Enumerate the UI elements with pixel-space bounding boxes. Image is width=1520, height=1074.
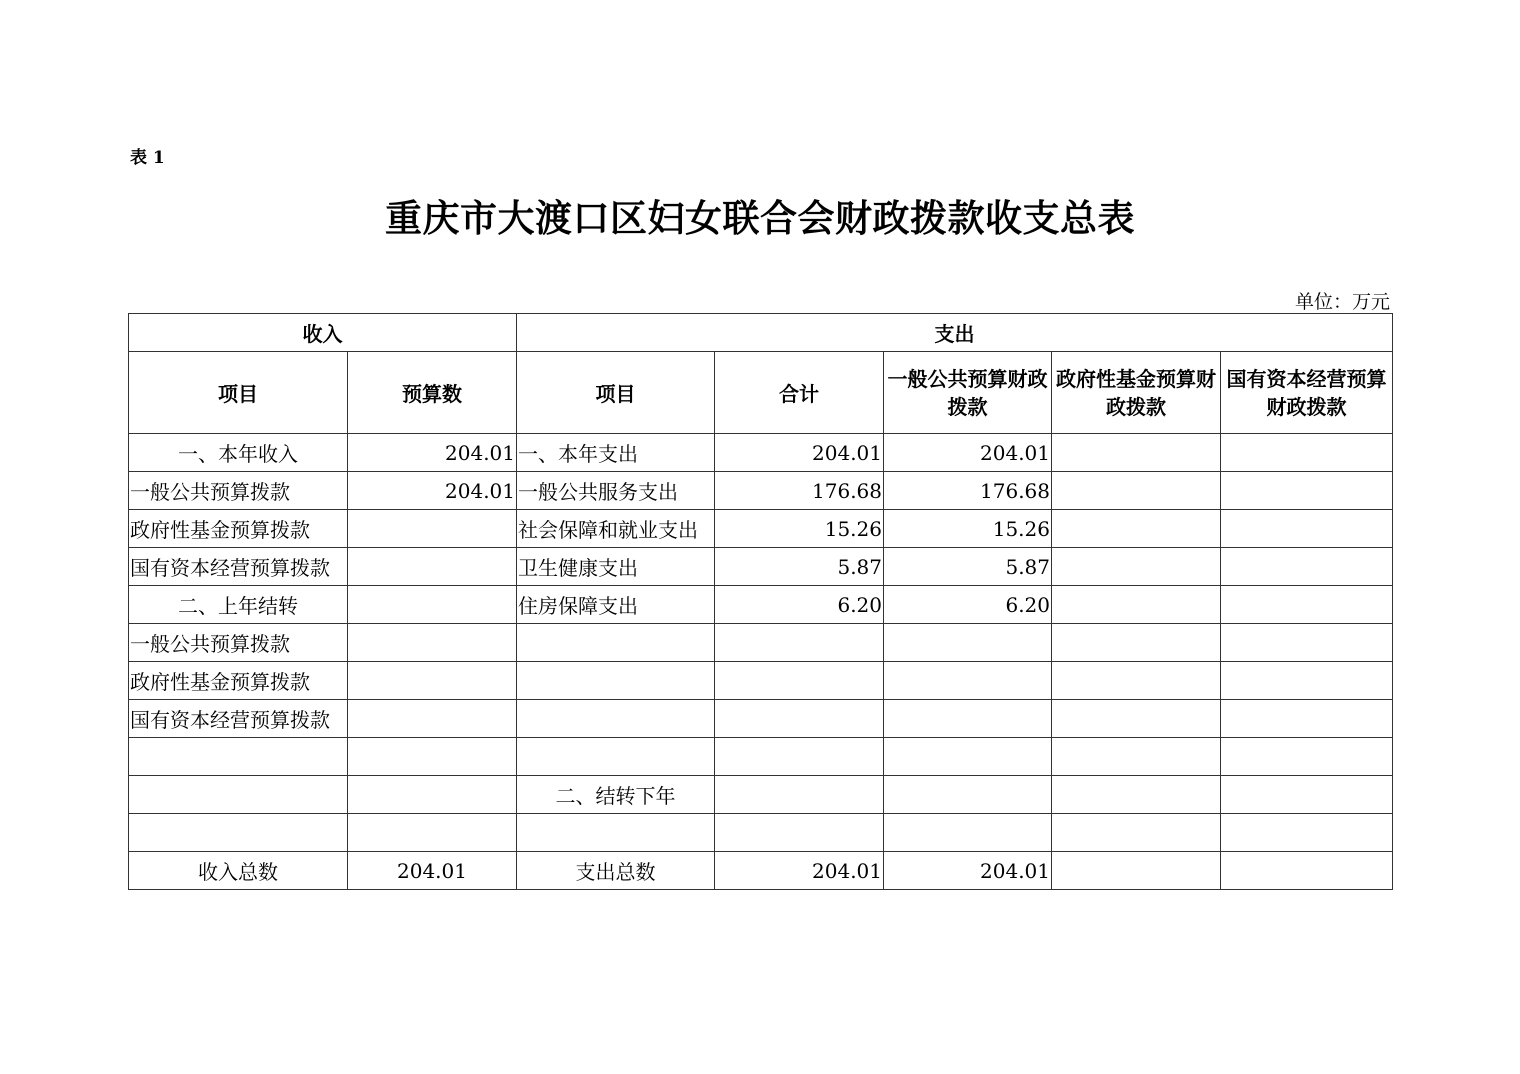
expense-total-cell <box>715 700 884 738</box>
expense-item-cell: 二、结转下年 <box>517 776 715 814</box>
budget-table <box>128 313 1393 890</box>
page-title: 重庆市大渡口区妇女联合会财政拨款收支总表 <box>385 197 1135 240</box>
income-budget-header: 预算数 <box>348 352 517 434</box>
expense-item-cell: 社会保障和就业支出 <box>517 510 715 548</box>
expense-general-total: 204.01 <box>884 852 1052 890</box>
expense-general-cell: 15.26 <box>884 510 1052 548</box>
expense-group-header: 支出 <box>517 314 1393 352</box>
expense-total-header: 合计 <box>715 352 884 434</box>
income-item-cell <box>129 814 348 852</box>
expense-total-cell <box>715 738 884 776</box>
expense-total-cell: 5.87 <box>715 548 884 586</box>
expense-item-header: 项目 <box>517 352 715 434</box>
income-amount-cell <box>348 776 517 814</box>
expense-general-cell <box>884 624 1052 662</box>
income-item-cell: 一般公共预算拨款 <box>129 624 348 662</box>
income-item-cell: 政府性基金预算拨款 <box>129 662 348 700</box>
expense-item-cell: 一、本年支出 <box>517 434 715 472</box>
expense-fund-cell <box>1052 624 1221 662</box>
income-amount-cell <box>348 548 517 586</box>
expense-total-label: 支出总数 <box>517 852 715 890</box>
table-row <box>129 814 1393 852</box>
income-item-cell: 二、上年结转 <box>129 586 348 624</box>
expense-capital-cell <box>1221 434 1393 472</box>
expense-total-cell: 6.20 <box>715 586 884 624</box>
income-amount-cell <box>348 814 517 852</box>
gov-fund-header: 政府性基金预算财政拨款 <box>1052 352 1221 434</box>
expense-capital-cell <box>1221 586 1393 624</box>
table-row <box>129 510 1393 548</box>
expense-fund-cell <box>1052 700 1221 738</box>
income-amount-cell <box>348 586 517 624</box>
income-item-cell: 一、本年收入 <box>129 434 348 472</box>
income-item-header: 项目 <box>129 352 348 434</box>
expense-capital-cell <box>1221 472 1393 510</box>
table-row <box>129 700 1393 738</box>
expense-total-amount: 204.01 <box>715 852 884 890</box>
expense-total-cell <box>715 624 884 662</box>
table-row <box>129 624 1393 662</box>
table-row <box>129 472 1393 510</box>
expense-fund-cell <box>1052 738 1221 776</box>
table-row <box>129 776 1393 814</box>
expense-fund-cell <box>1052 472 1221 510</box>
expense-general-cell <box>884 814 1052 852</box>
expense-item-cell <box>517 624 715 662</box>
totals-row <box>129 852 1393 890</box>
income-total-amount: 204.01 <box>348 852 517 890</box>
unit-label: 单位：万元 <box>1294 291 1390 313</box>
income-item-cell: 国有资本经营预算拨款 <box>129 548 348 586</box>
expense-general-cell: 6.20 <box>884 586 1052 624</box>
expense-fund-cell <box>1052 662 1221 700</box>
income-amount-cell <box>348 510 517 548</box>
expense-item-cell: 卫生健康支出 <box>517 548 715 586</box>
expense-item-cell <box>517 814 715 852</box>
expense-item-cell: 住房保障支出 <box>517 586 715 624</box>
table-number: 表 1 <box>130 148 165 168</box>
income-amount-cell <box>348 624 517 662</box>
expense-capital-cell <box>1221 548 1393 586</box>
expense-capital-cell <box>1221 700 1393 738</box>
expense-fund-total <box>1052 852 1221 890</box>
expense-total-cell <box>715 776 884 814</box>
general-budget-header: 一般公共预算财政拨款 <box>884 352 1052 434</box>
expense-item-cell <box>517 700 715 738</box>
income-group-header: 收入 <box>129 314 517 352</box>
income-item-cell <box>129 776 348 814</box>
expense-fund-cell <box>1052 586 1221 624</box>
income-item-cell: 政府性基金预算拨款 <box>129 510 348 548</box>
expense-total-cell: 15.26 <box>715 510 884 548</box>
group-header-row <box>129 314 1393 352</box>
expense-total-cell: 176.68 <box>715 472 884 510</box>
expense-capital-cell <box>1221 510 1393 548</box>
expense-fund-cell <box>1052 814 1221 852</box>
expense-general-cell <box>884 662 1052 700</box>
column-header-row <box>129 352 1393 434</box>
state-capital-header: 国有资本经营预算财政拨款 <box>1221 352 1393 434</box>
expense-fund-cell <box>1052 548 1221 586</box>
expense-capital-total <box>1221 852 1393 890</box>
income-total-label: 收入总数 <box>129 852 348 890</box>
expense-general-cell: 204.01 <box>884 434 1052 472</box>
income-amount-cell <box>348 738 517 776</box>
expense-capital-cell <box>1221 776 1393 814</box>
table-row <box>129 586 1393 624</box>
table-row <box>129 662 1393 700</box>
expense-total-cell <box>715 814 884 852</box>
table-row <box>129 434 1393 472</box>
expense-item-cell <box>517 662 715 700</box>
table-row <box>129 738 1393 776</box>
income-amount-cell <box>348 700 517 738</box>
income-item-cell: 国有资本经营预算拨款 <box>129 700 348 738</box>
expense-capital-cell <box>1221 662 1393 700</box>
income-amount-cell: 204.01 <box>348 472 517 510</box>
expense-general-cell: 5.87 <box>884 548 1052 586</box>
expense-fund-cell <box>1052 776 1221 814</box>
expense-item-cell: 一般公共服务支出 <box>517 472 715 510</box>
expense-general-cell <box>884 700 1052 738</box>
income-amount-cell: 204.01 <box>348 434 517 472</box>
income-item-cell <box>129 738 348 776</box>
expense-total-cell <box>715 662 884 700</box>
expense-total-cell: 204.01 <box>715 434 884 472</box>
table-row <box>129 548 1393 586</box>
expense-capital-cell <box>1221 624 1393 662</box>
expense-fund-cell <box>1052 510 1221 548</box>
expense-item-cell <box>517 738 715 776</box>
expense-capital-cell <box>1221 814 1393 852</box>
income-item-cell: 一般公共预算拨款 <box>129 472 348 510</box>
expense-fund-cell <box>1052 434 1221 472</box>
income-amount-cell <box>348 662 517 700</box>
expense-general-cell: 176.68 <box>884 472 1052 510</box>
expense-capital-cell <box>1221 738 1393 776</box>
expense-general-cell <box>884 776 1052 814</box>
expense-general-cell <box>884 738 1052 776</box>
